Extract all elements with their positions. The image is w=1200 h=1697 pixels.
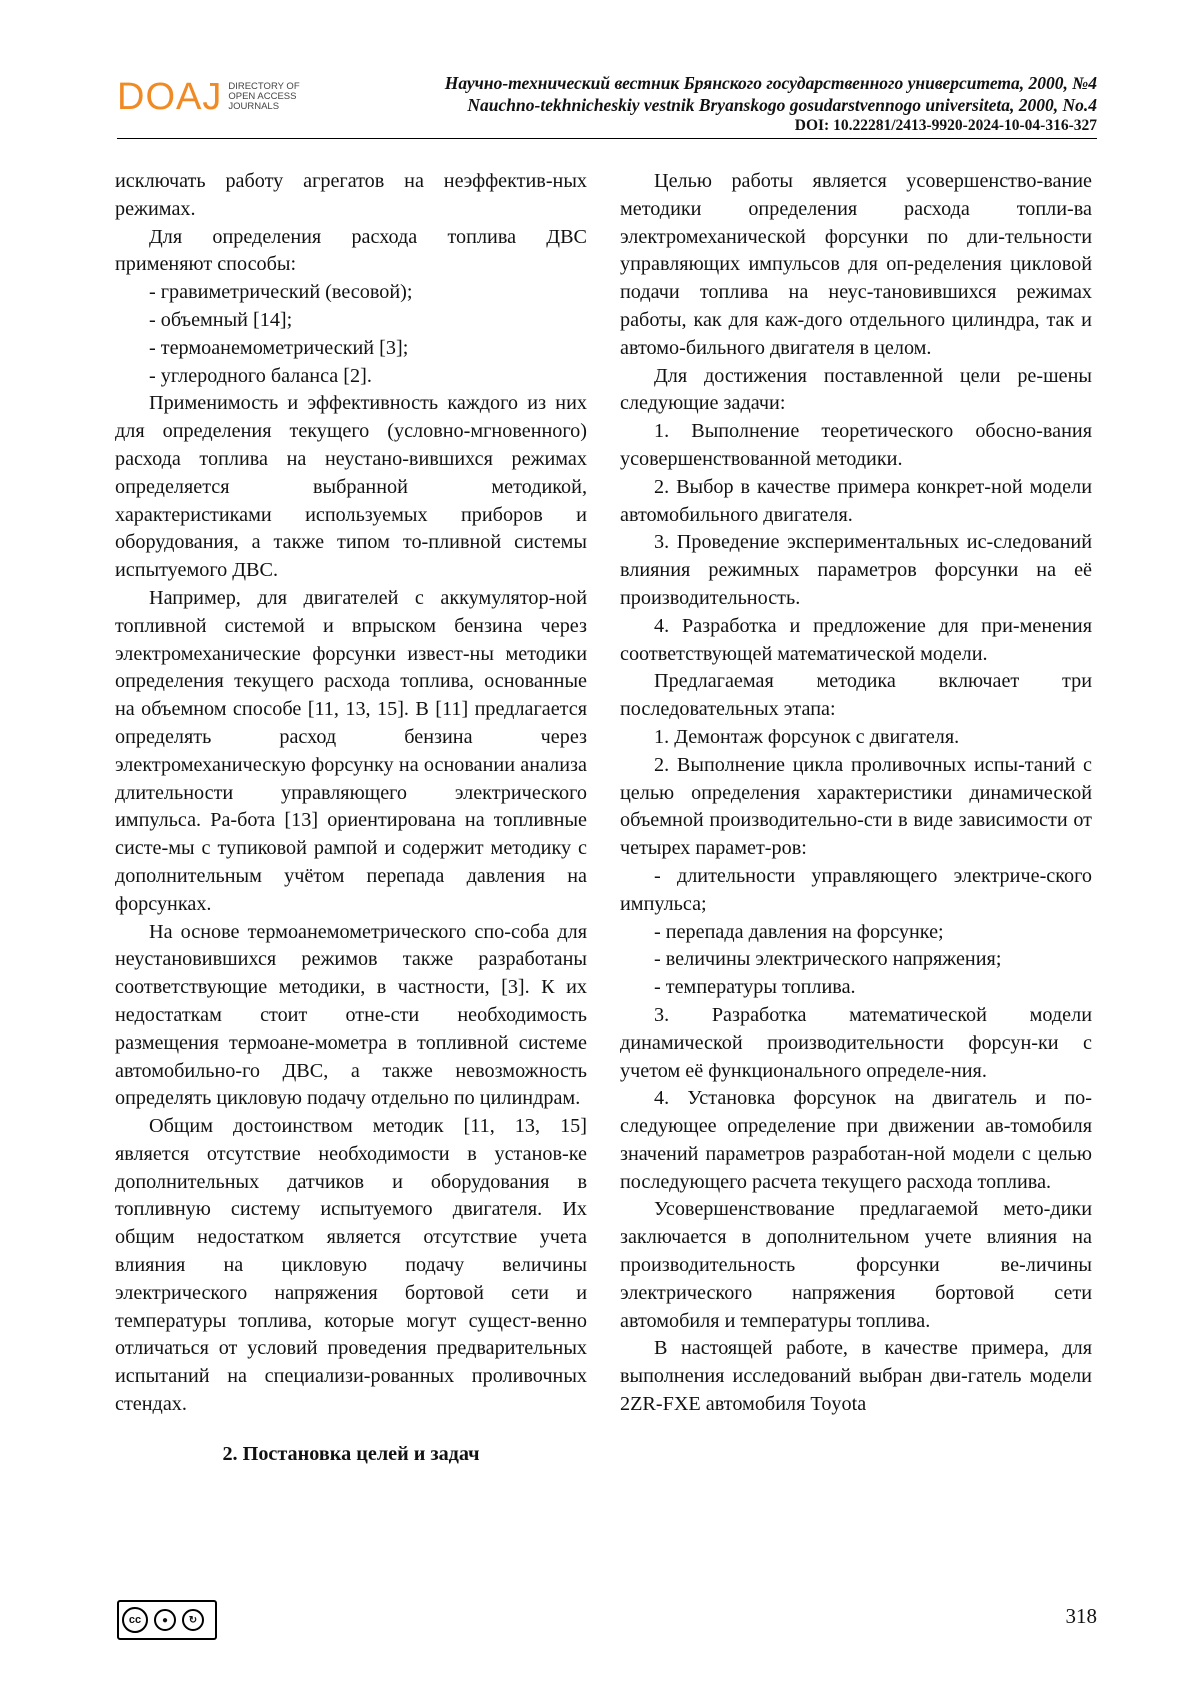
paragraph: исключать работу агрегатов на неэффектив-ных режимах.: [115, 170, 587, 220]
paragraph: - углеродного баланса [2].: [149, 364, 372, 387]
paragraph: Предлагаемая методика включает три последовательных этапа:: [620, 670, 1092, 721]
paragraph: На основе термоанемометрического спо-соба для неустановившихся режимов также разработаны соответствующие методики, в частности, [3]. К их недостаткам стоит отне-сти необходимость размещения термоане-мометра в топливной системе автомобильно-го ДВС, а также невозможность определять цикловую подачу отдельно по цилиндрам.: [115, 920, 587, 1110]
paragraph: 4. Установка форсунок на двигатель и по-следующее определение при движении ав-томобиля значений параметров разработан-ной модели с целью последующего расчета текущего расхода топлива.: [620, 1087, 1092, 1193]
journal-title-en: Nauchno-tekhnicheskiy vestnik Bryanskogo gosudarstvennogo universiteta, 2000, No.4: [467, 95, 1097, 115]
paragraph: 3. Разработка математической модели динамической производительности форсун-ки с учетом её функционального определе-ния.: [620, 1003, 1092, 1082]
page-number: 318: [1065, 1604, 1097, 1628]
journal-info: [445, 72, 1097, 136]
paragraph: Для определения расхода топлива ДВС применяют способы:: [115, 225, 587, 276]
paragraph: - термоанемометрический [3];: [149, 336, 409, 359]
paragraph: - температуры топлива.: [654, 976, 856, 999]
page-header: [117, 70, 1097, 140]
paragraph: 2. Выбор в качестве примера конкрет-ной модели автомобильного двигателя.: [620, 475, 1092, 526]
paragraph: Целью работы является усовершенство-вание методики определения расхода топли-ва электромеханической форсунки по дли-тельности управляющих импульсов для оп-ределения цикловой подачи топлива на неус-тановившихся режимах работы, как для каж-дого отдельного цилиндра, так и автомо-бильного двигателя в целом.: [620, 170, 1092, 359]
paragraph: - гравиметрический (весовой);: [149, 281, 413, 304]
logo-mark: DOAJ: [117, 76, 223, 118]
paragraph: Например, для двигателей с аккумулятор-ной топливной системой и впрыском бензина через электромеханические форсунки извест-ны методики определения текущего расхода топлива, основанные на объемном способе [11, 13, 15]. В [11] предлагается определять расход бензина через электромеханическую форсунку на основании анализа длительности управляющего электрического импульса. Ра-бота [13] ориентирована на топливные систе-мы с тупиковой рампой и содержит методику с дополнительным учётом перепада давления на форсунках.: [115, 586, 587, 915]
left-column: [115, 168, 587, 1469]
paragraph: В настоящей работе, в качестве примера, для выполнения исследований выбран дви-гатель модели 2ZR-FXE автомобиля Toyota: [620, 1337, 1092, 1416]
logo-subtitle: DIRECTORY OF OPEN ACCESS JOURNALS: [228, 81, 300, 112]
paragraph: Усовершенствование предлагаемой мето-дики заключается в дополнительном учете влияния на производительность форсунки ве-личины электрического напряжения бортовой сети автомобиля и температуры топлива.: [620, 1198, 1092, 1332]
right-column: [620, 168, 1092, 1419]
paragraph: Для достижения поставленной цели ре-шены следующие задачи:: [620, 364, 1092, 415]
journal-title-ru: Научно-технический вестник Брянского государственного университета, 2000, №4: [444, 73, 1097, 93]
paragraph: 1. Выполнение теоретического обосно-вания усовершенствованной методики.: [620, 420, 1092, 470]
paragraph: 4. Разработка и предложение для при-менения соответствующей математической модели.: [620, 614, 1092, 665]
paragraph: 1. Демонтаж форсунок с двигателя.: [654, 725, 960, 748]
doaj-logo: [117, 78, 300, 116]
paragraph: 3. Проведение экспериментальных ис-следований влияния режимных параметров форсунки на её производительность.: [620, 531, 1092, 609]
paragraph: Применимость и эффективность каждого из них для определения текущего (условно-мгновенного) расхода топлива на неустано-вившихся режимах определяется выбранной методикой, характеристиками используемых приборов и оборудования, а также типом то-пливной системы испытуемого ДВС.: [115, 392, 587, 582]
section-title: 2. Постановка целей и задач: [222, 1442, 480, 1465]
by-icon: ●: [154, 1609, 176, 1631]
paragraph: Общим достоинством методик [11, 13, 15] является отсутствие необходимости в установ-ке дополнительных датчиков и оборудования в топливную систему испытуемого двигателя. Их общим недостатком является отсутствие учета влияния на цикловую подачу величины электрического напряжения бортовой сети и температуры топлива, которые могут сущест-венно отличаться от условий проведения предварительных испытаний на специализи-рованных проливочных стендах.: [115, 1115, 587, 1416]
cc-icon: cc: [122, 1607, 148, 1633]
paragraph: 2. Выполнение цикла проливочных испы-таний с целью определения характеристики динамической объемной производительно-сти в виде зависимости от четырех парамет-ров:: [620, 753, 1092, 860]
paragraph: - объемный [14];: [149, 308, 293, 331]
cc-license-badge: [117, 1600, 217, 1640]
page-footer: [117, 1600, 1097, 1640]
paragraph: - длительности управляющего электриче-ского импульса;: [620, 864, 1092, 915]
header-rule: [117, 138, 1097, 139]
paragraph: - перепада давления на форсунке;: [654, 920, 944, 943]
sa-icon: ↻: [182, 1609, 204, 1631]
paragraph: - величины электрического напряжения;: [654, 948, 1002, 971]
doi: DOI: 10.22281/2413-9920-2024-10-04-316-327: [794, 117, 1097, 134]
